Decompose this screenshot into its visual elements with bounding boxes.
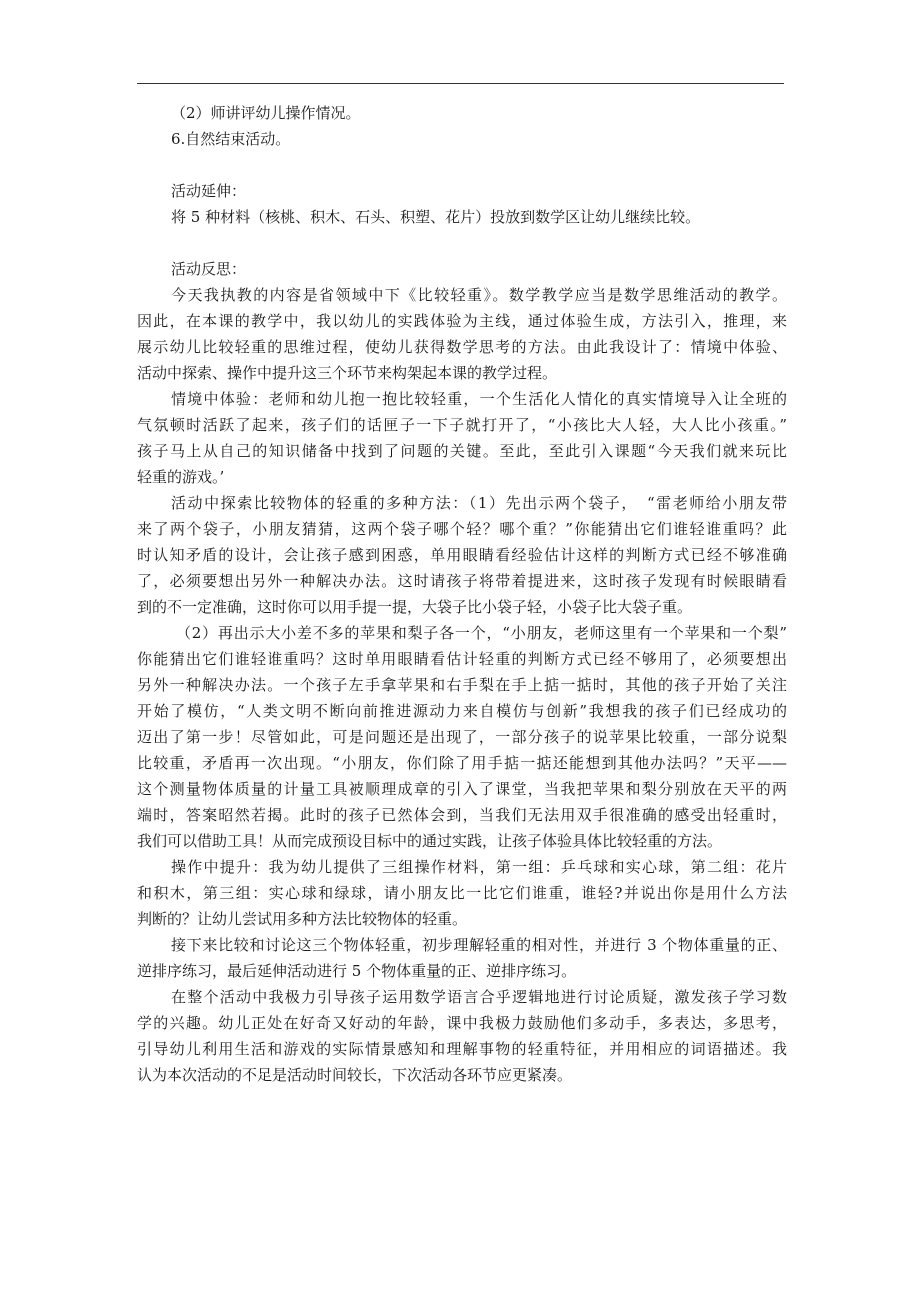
paragraph-line: 展示幼儿比较轻重的思维过程，使幼儿获得数学思考的方法。由此我设计了：情境中体验、	[137, 338, 787, 356]
paragraph-line: 将 5 种材料（核桃、积木、石头、积塑、花片）投放到数学区让幼儿继续比较。	[171, 208, 701, 226]
paragraph-line: 和积木，第三组：实心球和绿球，请小朋友比一比它们谁重，谁轻?并说出你是用什么方法	[137, 884, 787, 902]
paragraph-line: 因此，在本课的教学中，我以幼儿的实践体验为主线，通过体验生成，方法引入，推理，来	[137, 312, 787, 330]
paragraph-line: 开始了模仿，“人类文明不断向前推进源动力来自模仿与创新”我想我的孩子们已经成功的	[137, 702, 787, 720]
paragraph-line: 孩子马上从自己的知识储备中找到了问题的关键。至此，至此引入课题“今天我们就来玩比	[137, 442, 787, 460]
paragraph-line: 轻重的游戏。’	[137, 468, 225, 486]
paragraph-line: 端时，答案昭然若揭。此时的孩子已然体会到，当我们无法用双手很准确的感受出轻重时，	[137, 806, 787, 824]
paragraph-line: 了，必须要想出另外一种解决办法。这时请孩子将带着提进来，这时孩子发现有时候眼睛看	[137, 572, 787, 590]
paragraph-line: 今天我执教的内容是省领域中下《比较轻重》。数学教学应当是数学思维活动的教学。	[171, 286, 787, 304]
paragraph-line: 引导幼儿利用生活和游戏的实际情景感知和理解事物的轻重特征，并用相应的词语描述。我	[137, 1040, 787, 1058]
paragraph-line: 判断的？让幼儿尝试用多种方法比较物体的轻重。	[137, 910, 468, 928]
paragraph-line: （2）再出示大小差不多的苹果和梨子各一个，“小朋友，老师这里有一个苹果和一个梨”	[176, 624, 787, 642]
document-body	[137, 100, 787, 1088]
paragraph-line: 在整个活动中我极力引导孩子运用数学语言合乎逻辑地进行讨论质疑，激发孩子学习数	[171, 988, 787, 1006]
paragraph-line: 逆排序练习，最后延伸活动进行 5 个物体重量的正、逆排序练习。	[137, 962, 577, 980]
paragraph-line: 操作中提升：我为幼儿提供了三组操作材料，第一组：乒乓球和实心球，第二组：花片	[171, 858, 787, 876]
paragraph-line: 到的不一定准确，这时你可以用手提一提，大袋子比小袋子轻，小袋子比大袋子重。	[137, 598, 693, 616]
paragraph-line: 另外一种解决办法。一个孩子左手拿苹果和右手梨在手上掂一掂时，其他的孩子开始了关注	[137, 676, 787, 694]
paragraph-line: 活动中探索、操作中提升这三个环节来构架起本课的教学过程。	[137, 364, 558, 382]
paragraph-line: 认为本次活动的不足是活动时间较长，下次活动各环节应更紧凑。	[137, 1066, 573, 1084]
paragraph-line: 活动中探索比较物体的轻重的多种方法：（1）先出示两个袋子， “雷老师给小朋友带	[171, 494, 787, 512]
section-heading: 活动延伸：	[171, 182, 247, 200]
paragraph-line: 气氛顿时活跃了起来，孩子们的话匣子一下子就打开了，“小孩比大人轻，大人比小孩重。”	[137, 416, 787, 434]
paragraph-line: 时认知矛盾的设计，会让孩子感到困惑，单用眼睛看经验估计这样的判断方式已经不够准确	[137, 546, 787, 564]
paragraph-line: 来了两个袋子，小朋友猜猜，这两个袋子哪个轻？哪个重？”你能猜出它们谁轻谁重吗？此	[137, 520, 787, 538]
header-rule	[137, 83, 784, 84]
paragraph-line: 接下来比较和讨论这三个物体轻重，初步理解轻重的相对性，并进行 3 个物体重量的正、	[171, 936, 787, 954]
paragraph-line: （2）师讲评幼儿操作情况。	[171, 104, 361, 122]
paragraph-line: 我们可以借助工具！从而完成预设目标中的通过实践，让孩子体验具体比较轻重的方法。	[137, 832, 723, 850]
section-heading: 活动反思：	[171, 260, 247, 278]
paragraph-line: 这个测量物体质量的计量工具被顺理成章的引入了课堂，当我把苹果和梨分别放在天平的两	[137, 780, 787, 798]
paragraph-line: 学的兴趣。幼儿正处在好奇又好动的年龄，课中我极力鼓励他们多动手，多表达，多思考，	[137, 1014, 787, 1032]
paragraph-line: 6.自然结束活动。	[171, 130, 291, 148]
paragraph-line: 迈出了第一步！尽管如此，可是问题还是出现了，一部分孩子的说苹果比较重，一部分说梨	[137, 728, 787, 746]
paragraph-line: 比较重，矛盾再一次出现。“小朋友，你们除了用手掂一掂还能想到其他办法吗？”天平——	[137, 754, 787, 772]
paragraph-line: 你能猜出它们谁轻谁重吗？这时单用眼睛看估计轻重的判断方式已经不够用了，必须要想出	[137, 650, 787, 668]
paragraph-line: 情境中体验：老师和幼儿抱一抱比较轻重，一个生活化人情化的真实情境导入让全班的	[171, 390, 787, 408]
